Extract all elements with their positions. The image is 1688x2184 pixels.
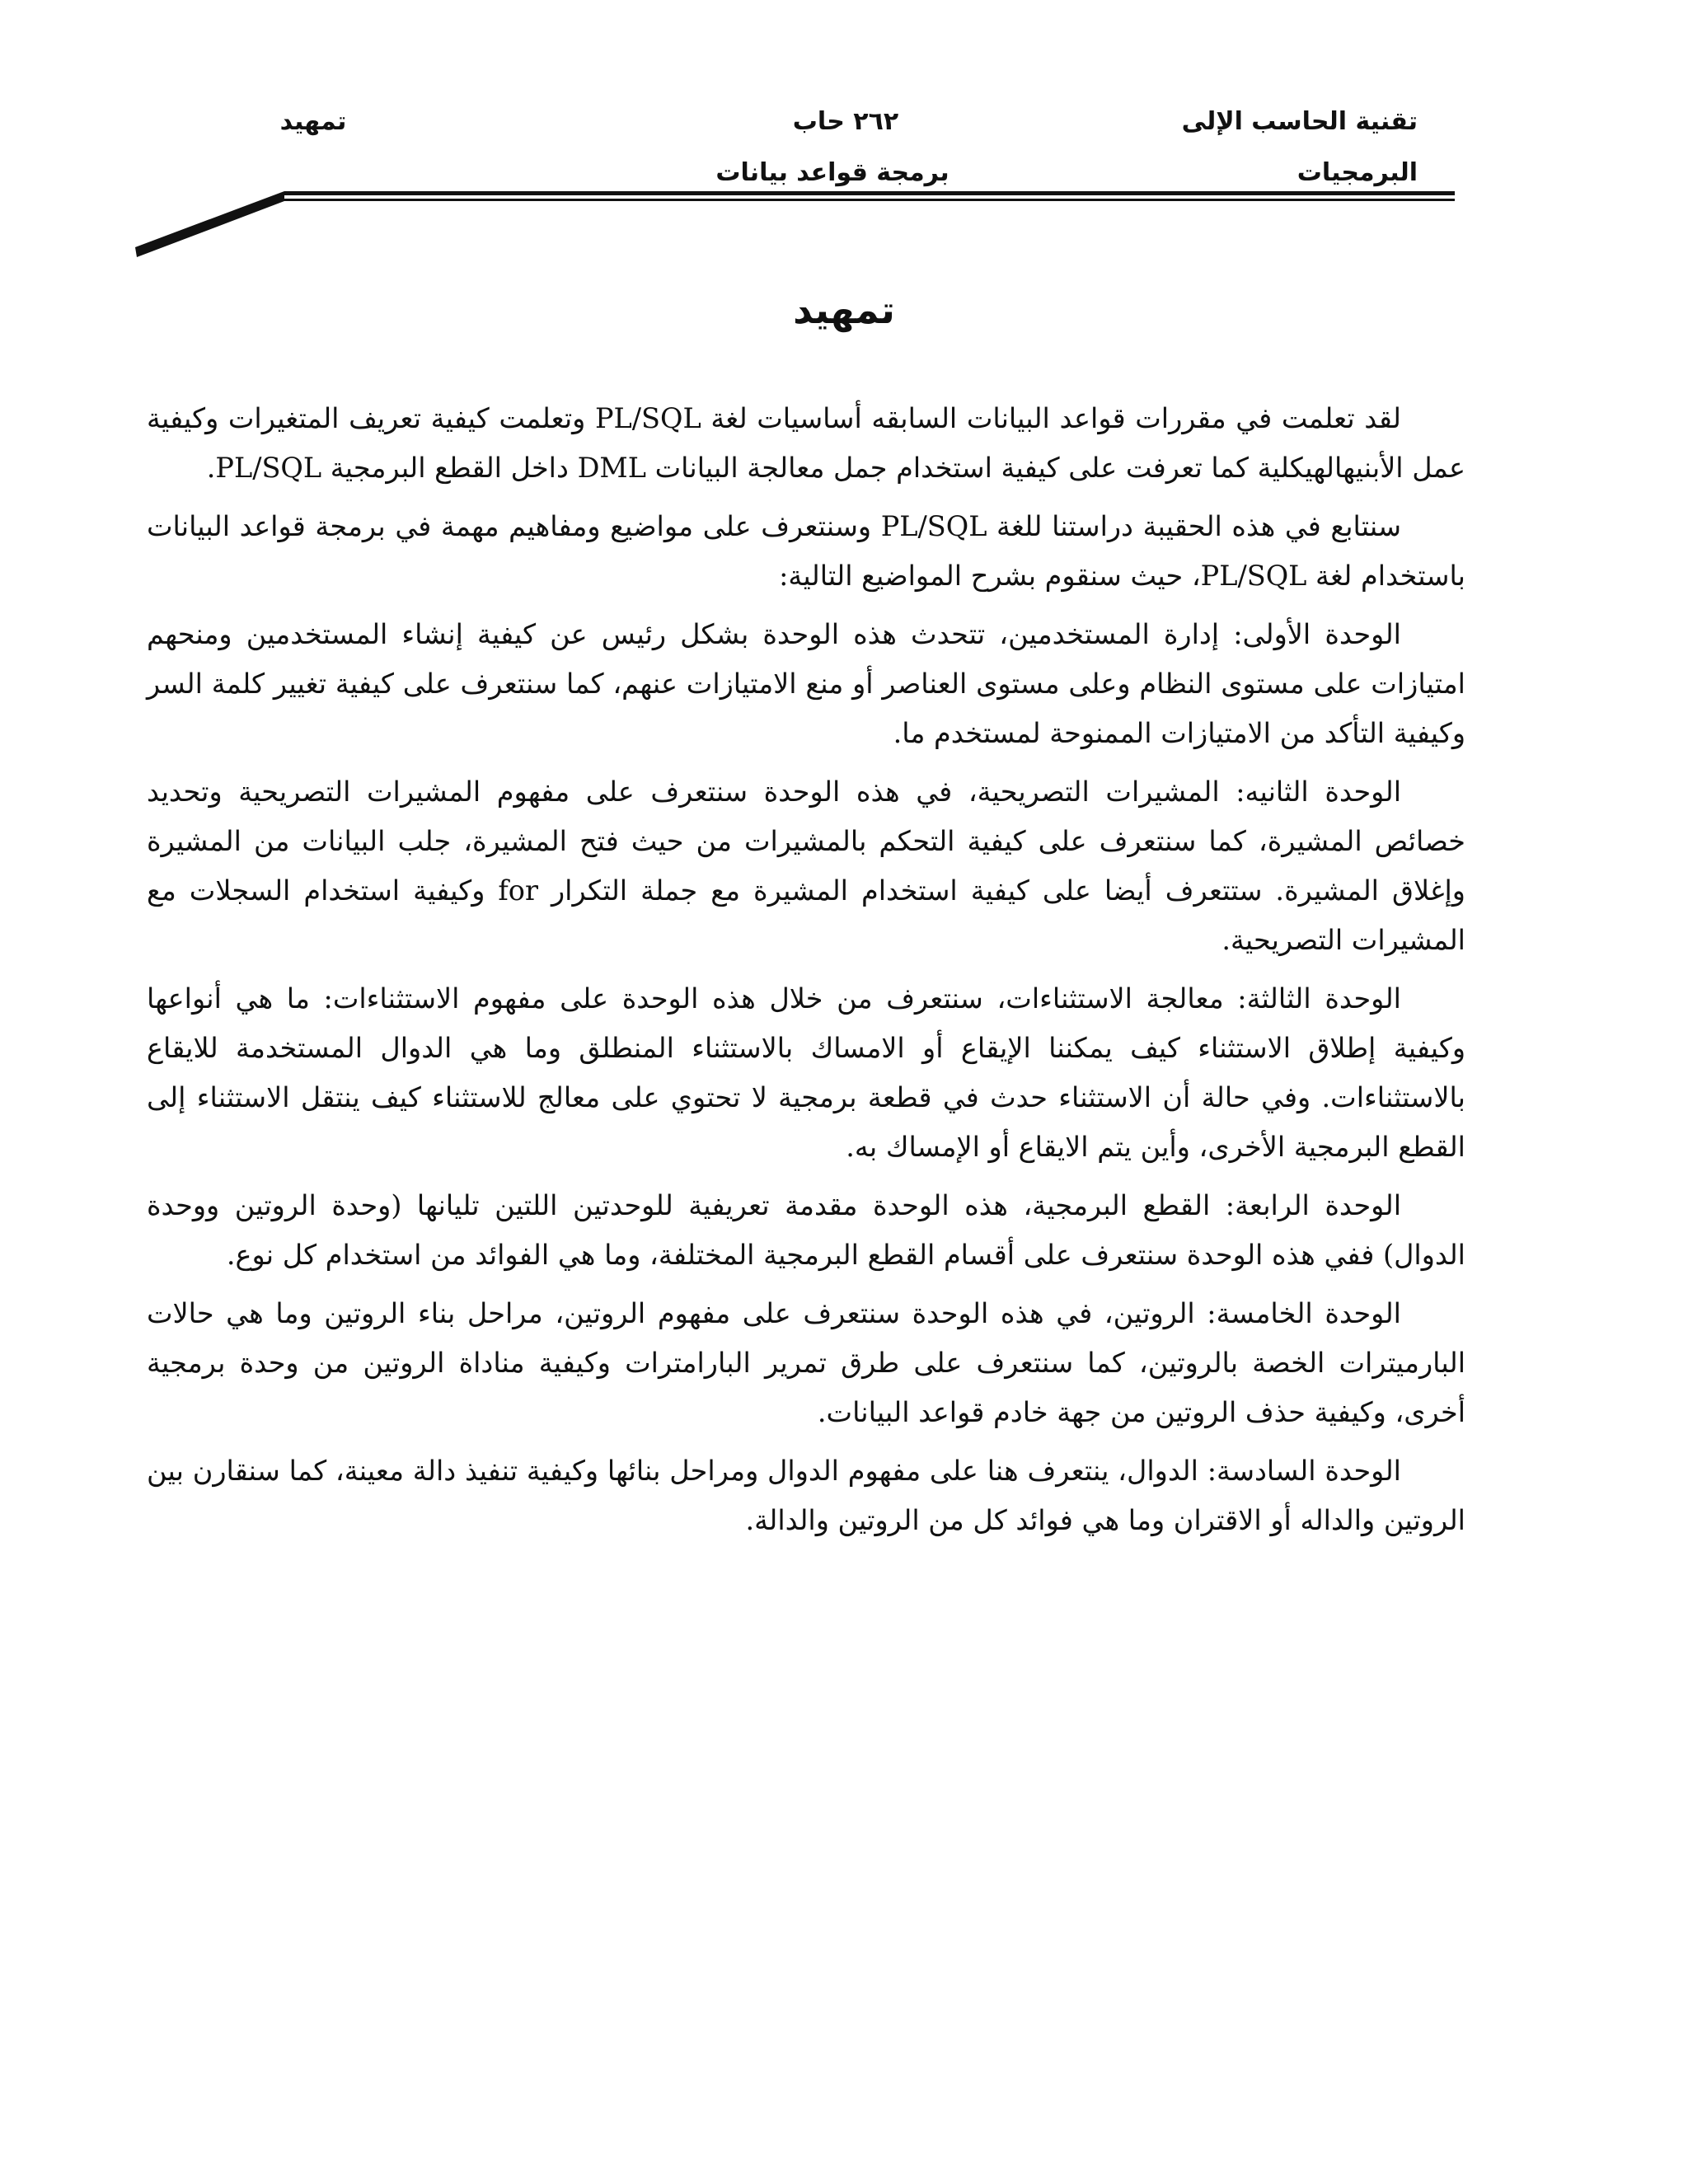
paragraph-intro: لقد تعلمت في مقررات قواعد البيانات السابقه أساسيات لغة PL/SQL وتعلمت كيفية تعريف المتغيرات وكيفية عمل الأبنيهالهيكلية كما تعرفت على كيفية استخدام جمل معالجة البيانات DML داخل القطع البرمجية PL/SQL. xyxy=(147,402,1465,484)
paragraph-unit-2: الوحدة الثانيه: المشيرات التصريحية، في هذه الوحدة سنتعرف على مفهوم المشيرات التصريحية وتحديد خصائص المشيرة، كما سنتعرف على كيفية التحكم بالمشيرات من حيث فتح المشيرة، جلب البيانات من المشيرة وإغلاق المشيرة. ستتعرف أيضا على كيفية استخدام المشيرة مع جملة التكرار for وكيفية استخدام السجلات مع المشيرات التصريحية. xyxy=(147,776,1465,956)
paragraph-unit-6: الوحدة السادسة: الدوال، ينتعرف هنا على مفهوم الدوال ومراحل بنائها وكيفية تنفيذ دالة معينة، كما سنقارن بين الروتين والداله أو الاقتران وما هي فوائد كل من الروتين والدالة. xyxy=(147,1455,1465,1536)
paragraph-unit-3: الوحدة الثالثة: معالجة الاستثناءات، سنتعرف من خلال هذه الوحدة على مفهوم الاستثناءات: ما هي أنواعها وكيفية إطلاق الاستثناء كيف يمكننا الإيقاع أو الامساك بالاستثناء المنطلق وما هي الدوال المستخدمة للايقاع بالاستثناءات. وفي حالة أن الاستثناء حدث في قطعة برمجية لا تحتوي على معالج للاستثناء كيف ينتقل الاستثناء إلى القطع البرمجية الأخرى، وأين يتم الايقاع أو الإمساك به. xyxy=(147,982,1465,1163)
header-department: البرمجيات xyxy=(1296,158,1418,187)
page-title: تمهيد xyxy=(793,288,895,332)
header-course-name: برمجة قواعد بيانات xyxy=(715,158,950,187)
header-divider xyxy=(0,0,1688,280)
paragraph-unit-4: الوحدة الرابعة: القطع البرمجية، هذه الوحدة مقدمة تعريفية للوحدتين اللتين تليانها (وحدة الروتين ووحدة الدوال) ففي هذه الوحدة سنتعرف على أقسام القطع البرمجية المختلفة، وما هي الفوائد من استخدام كل نوع. xyxy=(147,1189,1465,1271)
body-text xyxy=(147,394,1465,1554)
paragraph-unit-1: الوحدة الأولى: إدارة المستخدمين، تتحدث هذه الوحدة بشكل رئيس عن كيفية إنشاء المستخدمين ومنحهم امتيازات على مستوى النظام وعلى مستوى العناصر أو منع الامتيازات عنهم، كما سنتعرف على كيفية تغيير كلمة السر وكيفية التأكد من الامتيازات الممنوحة لمستخدم ما. xyxy=(147,618,1465,749)
header-institution: تقنية الحاسب الإلى xyxy=(1181,107,1418,136)
paragraph-overview: سنتابع في هذه الحقيبة دراستنا للغة PL/SQL وسنتعرف على مواضيع ومفاهيم مهمة في برمجة قواعد البيانات باستخدام لغة PL/SQL، حيث سنقوم بشرح المواضيع التالية: xyxy=(147,510,1465,592)
header-course-code: ٢٦٢ حاب xyxy=(792,107,899,136)
header-section-name: تمهيد xyxy=(279,107,347,136)
paragraph-unit-5: الوحدة الخامسة: الروتين، في هذه الوحدة سنتعرف على مفهوم الروتين، مراحل بناء الروتين وما هي حالات البارميترات الخصة بالروتين، كما سنتعرف على طرق تمرير البارامترات وكيفية مناداة الروتين من وحدة برمجية أخرى، وكيفية حذف الروتين من جهة خادم قواعد البيانات. xyxy=(147,1297,1465,1428)
